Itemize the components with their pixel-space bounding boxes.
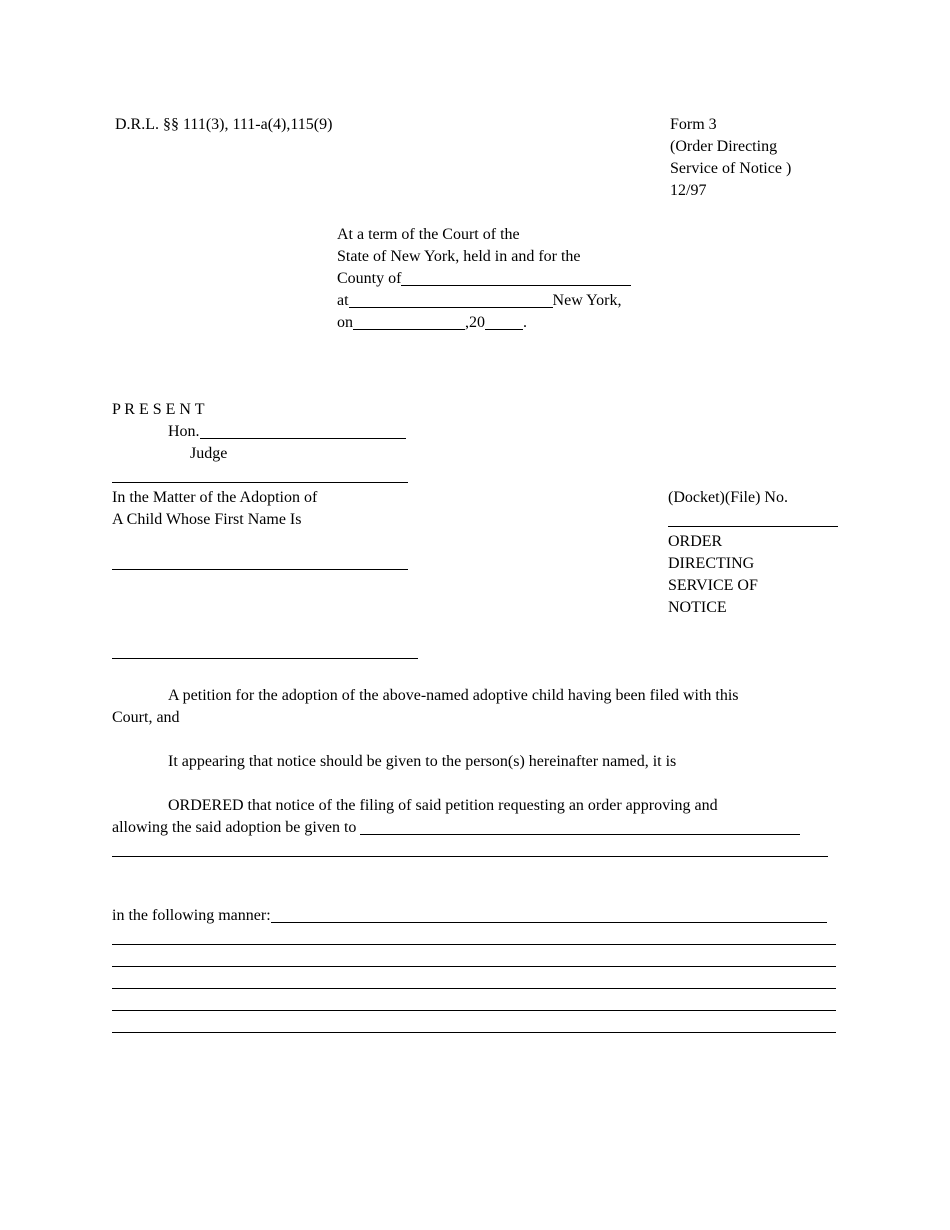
docket-label: (Docket)(File) No. — [668, 489, 788, 506]
manner-blank-line-2 — [112, 966, 836, 967]
order-title-line2: DIRECTING — [668, 555, 755, 572]
date-label: on — [337, 314, 353, 331]
caption-matter-block — [112, 487, 317, 531]
term-county-line — [337, 268, 657, 290]
date-suffix: . — [523, 314, 527, 331]
hon-line — [168, 421, 406, 443]
form-header-block — [670, 114, 791, 202]
order-title-line4: NOTICE — [668, 599, 727, 616]
caption-top-rule — [112, 482, 408, 483]
place-label: at — [337, 292, 349, 309]
judge-name-blank — [200, 435, 406, 439]
judge-label: Judge — [190, 445, 228, 462]
caption-middle-rule — [112, 569, 408, 570]
ordered-line-1: ORDERED that notice of the filing of said petition requesting an order approving and — [168, 797, 718, 814]
order-title-line3: SERVICE OF — [668, 577, 758, 594]
ordered-line-2-text: allowing the said adoption be given to — [112, 819, 357, 836]
statute-reference: D.R.L. §§ 111(3), 111-a(4),115(9) — [115, 116, 333, 133]
caption-bottom-rule — [112, 658, 418, 659]
petition-line-2: Court, and — [112, 709, 180, 726]
place-blank — [349, 304, 553, 308]
order-title-line1: ORDER — [668, 533, 723, 550]
form-revision-date: 12/97 — [670, 182, 707, 199]
county-label: County of — [337, 270, 402, 287]
form-title-line1: (Order Directing — [670, 138, 778, 155]
appearing-paragraph: It appearing that notice should be given to the person(s) hereinafter named, it is — [168, 753, 677, 770]
term-date-line — [337, 312, 657, 334]
ordered-paragraph — [112, 795, 842, 839]
court-term-block — [337, 224, 657, 334]
hon-label: Hon. — [168, 423, 200, 440]
year-blank — [485, 326, 523, 330]
manner-blank-line-4 — [112, 1010, 836, 1011]
term-line-1: At a term of the Court of the — [337, 226, 520, 243]
present-label: P R E S E N T — [112, 401, 205, 418]
matter-line-2: A Child Whose First Name Is — [112, 511, 302, 528]
manner-label: in the following manner: — [112, 907, 271, 924]
manner-line — [112, 905, 827, 927]
term-place-line — [337, 290, 657, 312]
petition-paragraph — [112, 685, 842, 729]
manner-blank-line-3 — [112, 988, 836, 989]
county-blank — [401, 282, 631, 286]
date-mid: ,20 — [465, 314, 485, 331]
manner-blank-line-1 — [112, 944, 836, 945]
form-number: Form 3 — [670, 116, 717, 133]
date-blank — [353, 326, 465, 330]
ordered-line-2 — [112, 817, 842, 839]
order-title-block — [668, 531, 758, 619]
place-suffix: New York, — [552, 292, 622, 309]
term-line-2: State of New York, held in and for the — [337, 248, 581, 265]
manner-blank-line-5 — [112, 1032, 836, 1033]
docket-number-blank — [668, 526, 838, 527]
matter-line-1: In the Matter of the Adoption of — [112, 489, 318, 506]
form-title-line2: Service of Notice ) — [670, 160, 792, 177]
given-to-continuation-blank — [112, 856, 828, 857]
petition-line-1: A petition for the adoption of the above-named adoptive child having been filed with this — [168, 687, 739, 704]
manner-blank — [271, 919, 827, 923]
given-to-blank — [360, 831, 800, 835]
